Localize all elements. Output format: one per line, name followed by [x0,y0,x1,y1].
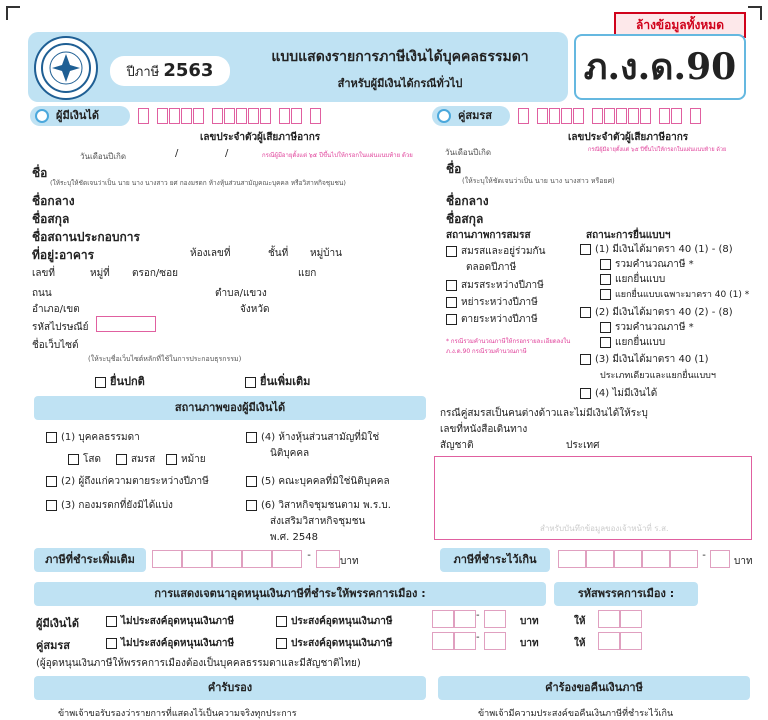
status-option-3[interactable]: (3) กองมรดกที่ยังมิได้แบ่ง [46,498,173,513]
filing-option-3[interactable]: (3) มีเงินได้มาตรา 40 (1) [580,352,709,367]
spouse-surname-label: ชื่อสกุล [446,212,484,226]
form-number: ภ.ง.ด.90 [574,34,746,100]
donation-to-1: ให้ [574,616,586,627]
taxpayer-name-note: (ให้ระบุให้ชัดเจนว่าเป็น นาย นาง นางสาว ยศ กองมรดก ห้างหุ้นส่วนสามัญคณะบุคคล หรือวิสาหกิจชุมชน) [50,179,346,187]
checkbox-icon [580,307,591,318]
spouse-name-note: (ให้ระบุให้ชัดเจนว่าเป็น นาย นาง นางสาว หรือยศ) [462,177,615,185]
marital-option-1-cont: ตลอดปีภาษี [466,262,517,273]
spouse-birth-note: กรณีผู้มีอายุตั้งแต่ ๖๕ ปีขึ้นไปให้กรอกในแผ่นแนบท้าย ด้วย [588,147,727,153]
checkbox-icon [276,638,287,649]
taxpayer-address-label: ที่อยู่:อาคาร [32,248,95,262]
status-sub-single[interactable]: โสด [68,452,101,467]
filing-option-1c[interactable]: แยกยื่นแบบเฉพาะมาตรา 40 (1) * [600,287,749,301]
additional-filing-option[interactable]: ยื่นเพิ่มเติม [245,372,310,390]
status-band: สถานภาพของผู้มีเงินได้ [34,396,426,420]
checkbox-icon [600,289,611,300]
status-sub-widowed[interactable]: หม้าย [166,452,206,467]
taxpayer-id-label: เลขประจำตัวผู้เสียภาษีอากร [200,132,321,143]
tambon-label: ตำบล/แขวง [215,288,267,299]
checkbox-icon [68,454,79,465]
filing-option-3-cont: ประเภทเดียวและแยกยื่นแบบฯ [600,371,716,381]
spouse-section-pill: คู่สมรส [432,106,510,126]
donation-baht-1: บาท [520,616,539,627]
taxpayer-birth-label: วันเดือนปีเกิด [80,152,127,161]
soi-label: ตรอก/ซอย [132,268,178,279]
crop-mark-right [748,6,762,20]
filing-status-title: สถานะการยื่นแบบฯ [586,230,671,241]
house-no-label: เลขที่ [32,268,55,279]
donation-to-2: ให้ [574,638,586,649]
form-title: แบบแสดงรายการภาษีเงินได้บุคคลธรรมดา [271,49,529,65]
checkbox-icon [106,616,117,627]
checkbox-icon [580,354,591,365]
status-option-2[interactable]: (2) ผู้ถึงแก่ความตายระหว่างปีภาษี [46,474,209,489]
birth-slash-1: / [175,148,179,159]
marital-option-1[interactable]: สมรสและอยู่ร่วมกัน [446,244,545,259]
refund-band: คำร้องขอคืนเงินภาษี [438,676,750,700]
donation-spouse-amount[interactable]: - [432,632,506,650]
checkbox-icon [446,246,457,257]
passport-label: เลขที่หนังสือเดินทาง [440,424,528,435]
checkbox-icon [46,432,57,443]
donation-spouse-label: คู่สมรส [36,639,70,652]
filing-option-1b[interactable]: แยกยื่นแบบ [600,272,665,287]
postcode-label: รหัสไปรษณีย์ [32,322,89,333]
party-code-input-1[interactable] [598,610,642,628]
tax-over-baht: บาท [734,556,753,567]
checkbox-icon [116,454,127,465]
donation-note: (ผู้อุดหนุนเงินภาษีให้พรรคการเมืองต้องเป็นบุคคลธรรมดาและมีสัญชาติไทย) [36,658,361,669]
taxpayer-middle-label: ชื่อกลาง [32,194,75,208]
status-option-6[interactable]: (6) วิสาหกิจชุมชนตาม พ.ร.บ. [246,498,391,513]
village-label: หมู่บ้าน [310,248,342,259]
donation-taxpayer-amount[interactable]: - [432,610,506,628]
status-sub-married[interactable]: สมรส [116,452,155,467]
tax-extra-band: ภาษีที่ชำระเพิ่มเติม [34,548,146,572]
revenue-department-logo [34,36,98,100]
marital-option-2[interactable]: สมรสระหว่างปีภาษี [446,278,544,293]
checkbox-icon [600,322,611,333]
room-label: ห้องเลขที่ [190,248,231,259]
party-code-band: รหัสพรรคการเมือง : [554,582,698,606]
checkbox-icon [446,314,457,325]
taxpayer-name-label: ชื่อ [32,166,48,180]
country-label: ประเทศ [566,440,600,451]
tax-year-badge: ปีภาษี 2563 [110,56,230,86]
status-option-6-cont1: ส่งเสริมวิสาหกิจชุมชน [270,516,366,527]
checkbox-icon [446,297,457,308]
donation-spouse-no[interactable]: ไม่ประสงค์อุดหนุนเงินภาษี [106,636,234,651]
tax-extra-baht: บาท [340,556,359,567]
taxpayer-birth-note: กรณีผู้มีอายุตั้งแต่ ๖๕ ปีขึ้นไปให้กรอกในแผ่นแนบท้าย ด้วย [262,152,413,159]
spouse-birth-label: วันเดือนปีเกิด [445,148,492,157]
spouse-middle-label: ชื่อกลาง [446,194,489,208]
crop-mark-left [6,6,20,20]
filing-option-4[interactable]: (4) ไม่มีเงินได้ [580,386,657,401]
spouse-name-label: ชื่อ [446,162,462,176]
checkbox-icon [580,244,591,255]
marital-option-3[interactable]: หย่าระหว่างปีภาษี [446,295,538,310]
birth-slash-2: / [225,148,229,159]
certify-band: คำรับรอง [34,676,426,700]
floor-label: ชั้นที่ [268,248,289,259]
checkbox-icon [106,638,117,649]
section-dot-icon [437,109,451,123]
status-option-6-cont2: พ.ศ. 2548 [270,532,318,543]
taxpayer-section-pill: ผู้มีเงินได้ [30,106,130,126]
checkbox-icon [246,500,257,511]
status-option-5[interactable]: (5) คณะบุคคลที่มิใช่นิติบุคคล [246,474,390,489]
checkbox-icon [246,432,257,443]
filing-option-1[interactable]: (1) มีเงินได้มาตรา 40 (1) - (8) [580,242,733,257]
status-option-1[interactable]: (1) บุคคลธรรมดา [46,430,140,445]
road-label: ถนน [32,288,52,299]
checkbox-icon [46,476,57,487]
marital-note: * กรณีรวมคำนวณภาษีให้กรอกรายละเอียดลงใน ภ.ง.ด.90 กรณีรวมคำนวณภาษี [446,338,571,355]
section-dot-icon [35,109,49,123]
donation-taxpayer-no[interactable]: ไม่ประสงค์อุดหนุนเงินภาษี [106,614,234,629]
donation-spouse-yes[interactable]: ประสงค์อุดหนุนเงินภาษี [276,636,392,651]
tax-over-input[interactable]: - [558,550,730,568]
tax-over-band: ภาษีที่ชำระไว้เกิน [440,548,550,572]
filing-option-2b[interactable]: แยกยื่นแบบ [600,335,665,350]
postcode-input[interactable] [96,316,156,332]
moo-label: หมู่ที่ [90,268,110,279]
form-subtitle: สำหรับผู้มีเงินได้กรณีทั่วไป [337,77,463,90]
status-option-4[interactable]: (4) ห้างหุ้นส่วนสามัญที่มิใช่ [246,430,379,445]
filing-option-1a[interactable]: รวมคำนวณภาษี * [600,257,694,272]
spouse-id-label: เลขประจำตัวผู้เสียภาษีอากร [568,132,689,143]
checkbox-icon [246,476,257,487]
spouse-id-input[interactable] [518,108,701,124]
marital-option-4[interactable]: ตายระหว่างปีภาษี [446,312,538,327]
checkbox-icon [600,337,611,348]
taxpayer-surname-label: ชื่อสกุล [32,212,70,226]
status-option-4-cont: นิติบุคคล [270,448,310,459]
party-code-input-2[interactable] [598,632,642,650]
checkbox-icon [446,280,457,291]
donation-band: การแสดงเจตนาอุดหนุนเงินภาษีที่ชำระให้พรรคการเมือง : [34,582,546,606]
filing-option-2[interactable]: (2) มีเงินได้มาตรา 40 (2) - (8) [580,305,733,320]
donation-taxpayer-label: ผู้มีเงินได้ [36,617,80,630]
nationality-label: สัญชาติ [440,440,474,451]
checkbox-icon [46,500,57,511]
donation-taxpayer-yes[interactable]: ประสงค์อุดหนุนเงินภาษี [276,614,392,629]
yaek-label: แยก [298,268,317,279]
checkbox-icon [580,388,591,399]
checkbox-icon [600,274,611,285]
checkbox-icon [600,259,611,270]
officer-record-note: สำหรับบันทึกข้อมูลของเจ้าหน้าที่ ร.ส. [540,524,669,533]
checkbox-icon [276,616,287,627]
website-label: ชื่อเว็บไซต์ [32,340,79,351]
tax-extra-input[interactable]: - [152,550,340,568]
donation-baht-2: บาท [520,638,539,649]
certify-text: ข้าพเจ้าขอรับรองว่ารายการที่แสดงไว้เป็นความจริงทุกประการ [58,709,297,719]
normal-filing-option[interactable]: ยื่นปกติ [95,372,145,390]
clear-all-button[interactable]: ล้างข้อมูลทั้งหมด [614,12,746,38]
taxpayer-id-input[interactable] [138,108,321,124]
website-note: (ให้ระบุชื่อเว็บไซต์หลักที่ใช้ในการประกอบธุรกรรม) [88,355,242,363]
taxpayer-business-label: ชื่อสถานประกอบการ [32,230,140,244]
foreign-spouse-note: กรณีคู่สมรสเป็นคนต่างด้าวและไม่มีเงินได้ให้ระบุ [440,408,648,419]
filing-option-2a[interactable]: รวมคำนวณภาษี * [600,320,694,335]
amphoe-label: อำเภอ/เขต [32,304,80,315]
checkbox-icon [95,377,106,388]
marital-status-title: สถานภาพการสมรส [446,230,531,241]
checkbox-icon [166,454,177,465]
checkbox-icon [245,377,256,388]
refund-text: ข้าพเจ้ามีความประสงค์ขอคืนเงินภาษีที่ชำระไว้เกิน [478,709,674,719]
province-label: จังหวัด [240,304,270,315]
